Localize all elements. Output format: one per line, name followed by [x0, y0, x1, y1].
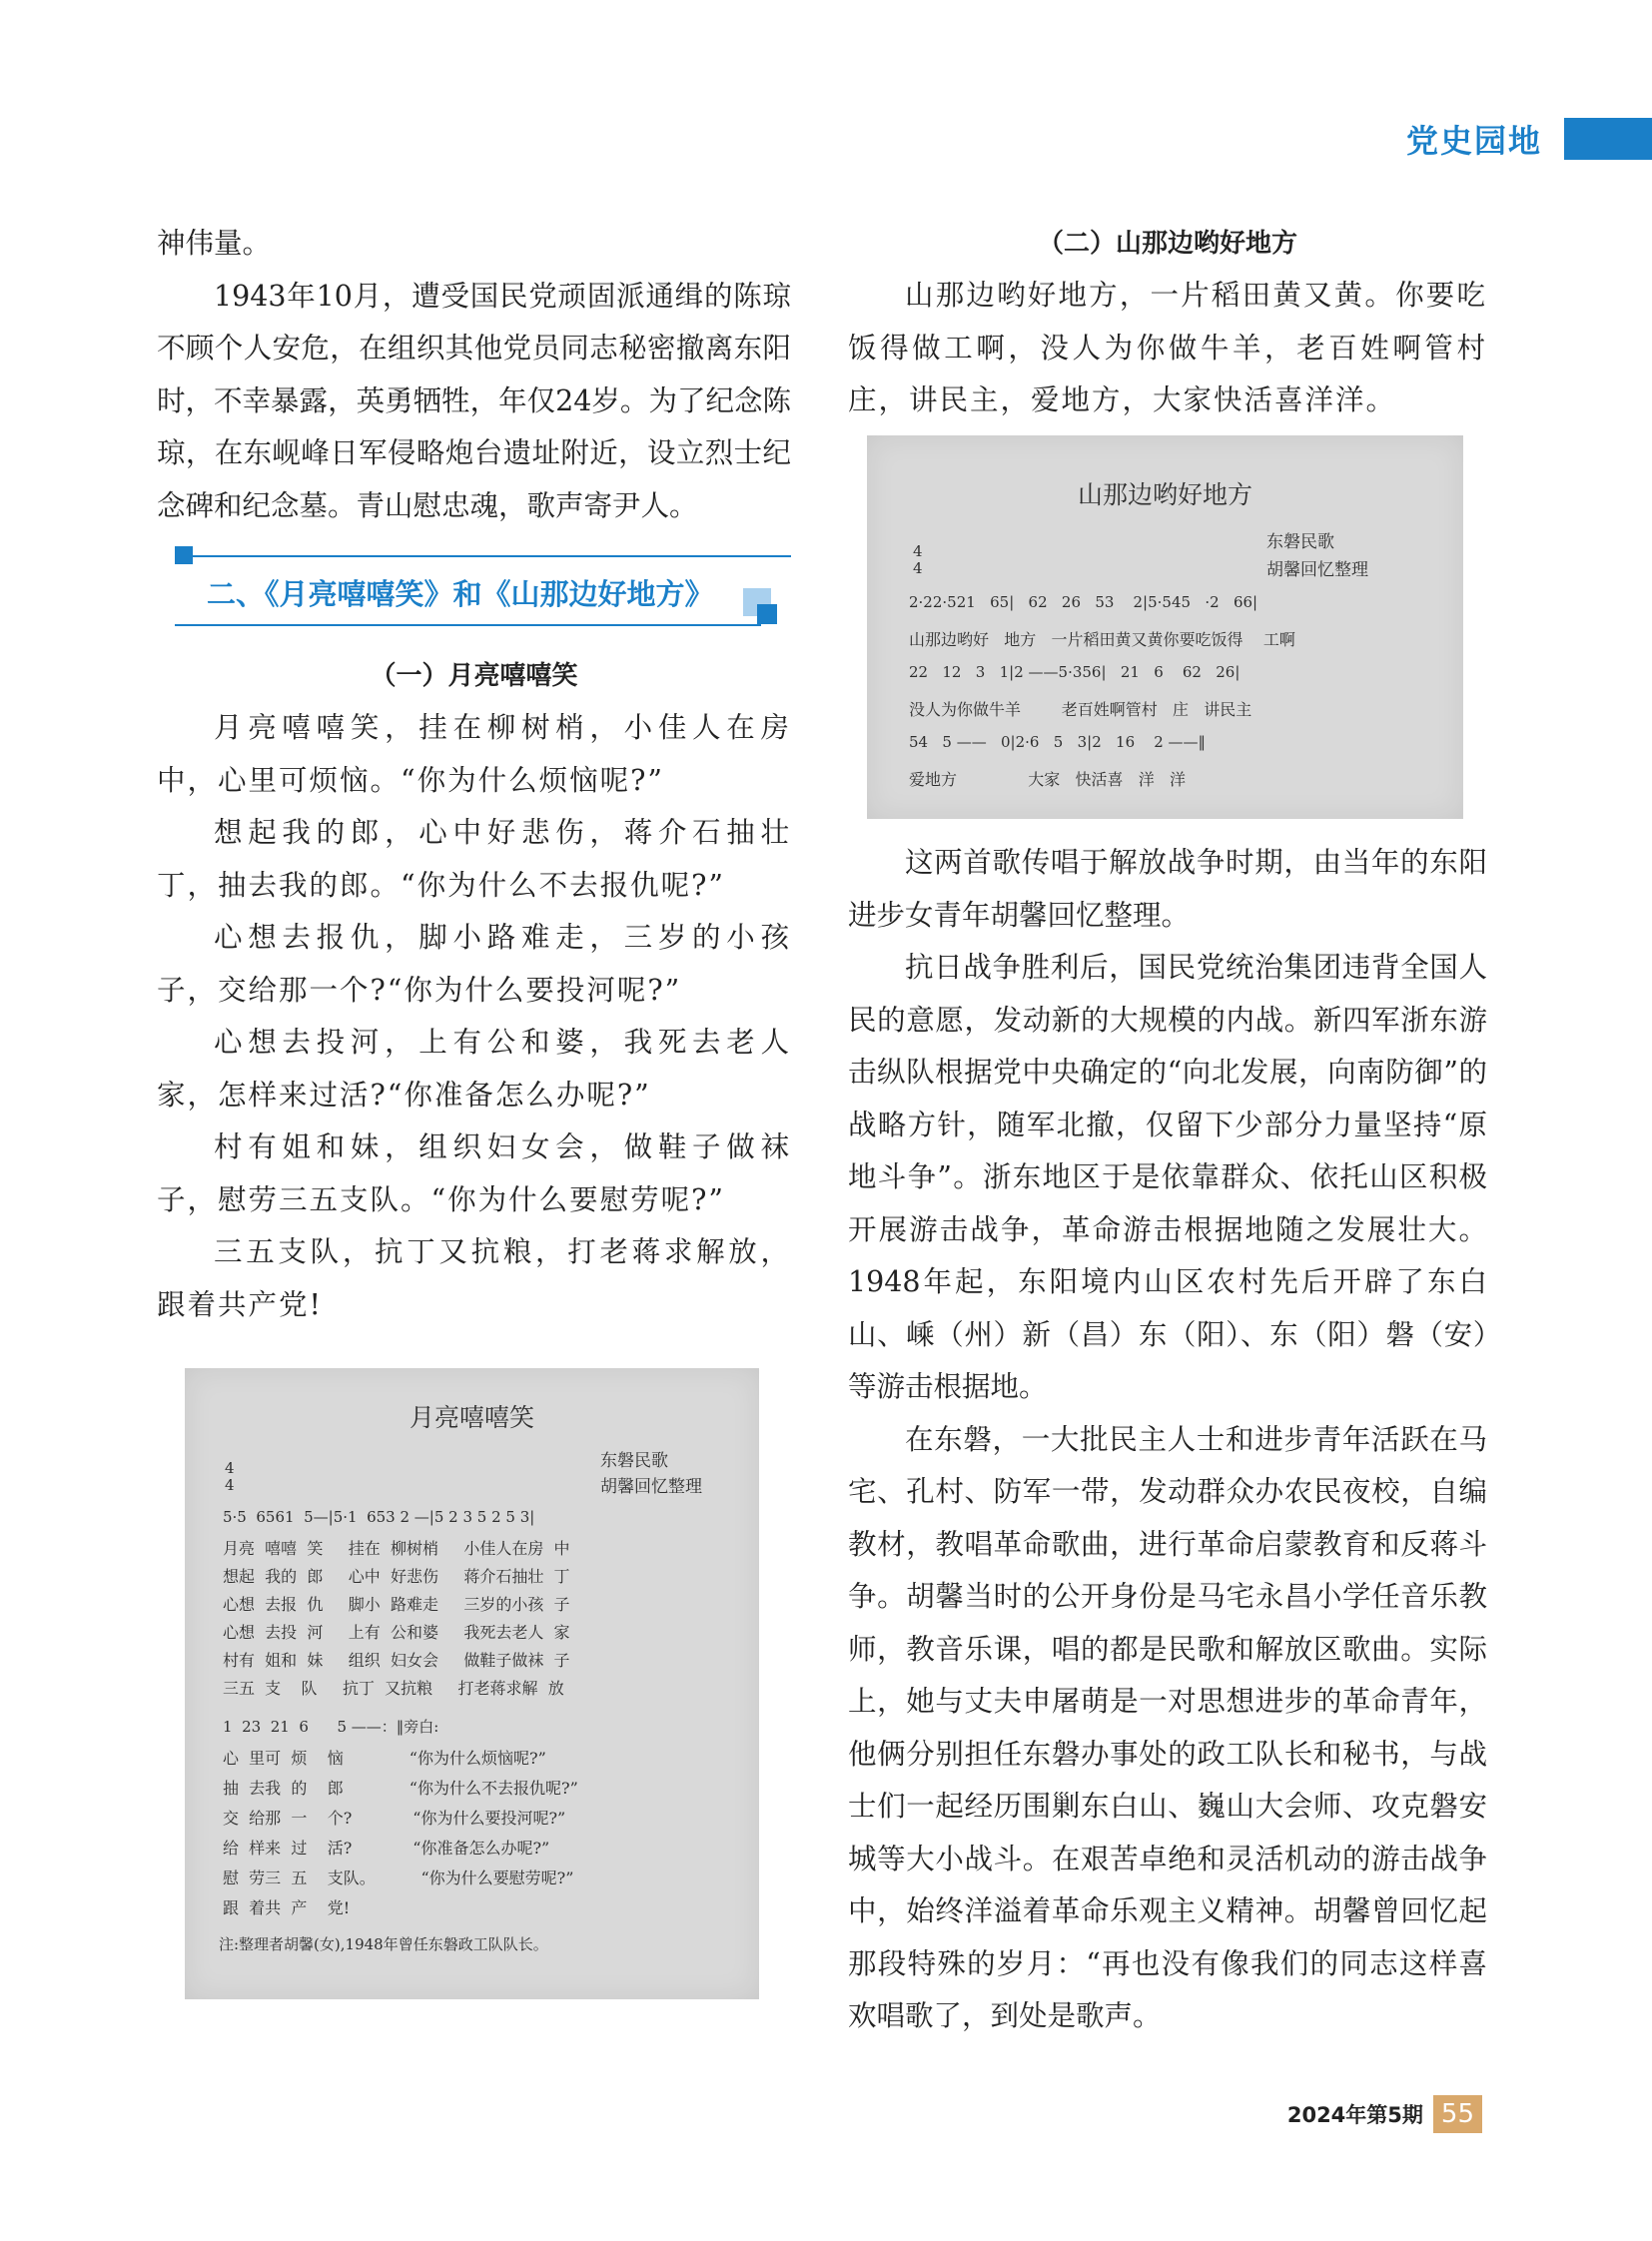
score1-meter-bottom: 4 — [225, 1476, 235, 1494]
song1-lyric-6: 三五支队，抗丁又抗粮，打老蒋求解放，跟着共产党! — [157, 1235, 791, 1321]
song2-subheading: （二）山那边哟好地方 — [1037, 229, 1297, 259]
score1-meter-top: 4 — [225, 1459, 235, 1477]
score2-meter-top: 4 — [913, 542, 923, 560]
score2-title: 山那边哟好地方 — [1077, 480, 1252, 509]
score2-notes-1: 2·22·521 65| 62 26 53 2|5·545 ·2 66| — [909, 593, 1258, 611]
section-tag-bar — [1564, 118, 1652, 160]
score1-verse2-2: 抽 去我 的 郎 “你为什么不去报仇呢?” — [223, 1779, 578, 1798]
song1-score-image — [185, 1368, 759, 1999]
right-column-body — [848, 837, 1487, 2043]
section-title: 二、《月亮嘻嘻笑》和《山那边好地方》 — [207, 577, 714, 611]
right-paragraph-2: 抗日战争胜利后，国民党统治集团违背全国人民的意愿，发动新的大规模的内战。新四军浙东游击纵队根据党中央确定的“向北发展，向南防御”的战略方针，随军北撤，仅留下少部分力量坚持“原地斗争”。浙东地区于是依靠群众、依托山区积极开展游击战争，革命游击根据地随之发展壮大。1948年起，东阳境内山区农村先后开辟了东白山、嵊（州）新（昌）东（阳）、东（阳）磐（安）等游击根据地。 — [848, 951, 1487, 1403]
song1-lyric-2: 想起我的郎，心中好悲伤，蒋介石抽壮丁，抽去我的郎。“你为什么不去报仇呢?” — [157, 816, 791, 902]
score1-title: 月亮嘻嘻笑 — [409, 1403, 534, 1432]
section-title-dark-square-icon — [757, 604, 777, 624]
score1-verse-4: 心想 去投 河 上有 公和婆 我死去老人 家 — [223, 1623, 570, 1642]
score1-verse2-3: 交 给那 一 个? “你为什么要投河呢?” — [223, 1809, 566, 1828]
song1-lyric-4: 心想去投河，上有公和婆，我死去老人家，怎样来过活?“你准备怎么办呢?” — [157, 1026, 791, 1112]
score2-credit-arranger: 胡馨回忆整理 — [1266, 560, 1368, 580]
score2-credit-origin: 东磐民歌 — [1266, 532, 1334, 552]
song1-lyric-3: 心想去报仇，脚小路难走，三岁的小孩子，交给那一个?“你为什么要投河呢?” — [157, 921, 791, 1007]
score2-meter — [913, 543, 923, 577]
score2-notes-3: 54 5 —— 0|2·6 5 3|2 16 2 ——‖ — [909, 733, 1207, 751]
section-header-tag — [1406, 118, 1652, 160]
score1-verse-1: 月亮 嘻嘻 笑 挂在 柳树梢 小佳人在房 中 — [223, 1539, 570, 1558]
score1-notes-line1: 5·5 6561 5—|5·1 653 2 —|5 2 3 5 2 5 3| — [223, 1508, 535, 1526]
score1-verse2-1: 心 里可 烦 恼 “你为什么烦恼呢?” — [223, 1749, 546, 1768]
score2-lyrics-3: 爱地方 大家 快活喜 洋 洋 — [909, 770, 1186, 789]
song1-lyric-5: 村有姐和妹，组织妇女会，做鞋子做袜子，慰劳三五支队。“你为什么要慰劳呢?” — [157, 1130, 791, 1216]
chen-qiong-paragraph: 1943年10月，遭受国民党顽固派通缉的陈琼不顾个人安危，在组织其他党员同志秘密撤离东阳时，不幸暴露，英勇牺牲，年仅24岁。为了纪念陈琼，在东岘峰日军侵略炮台遗址附近，设立烈士纪念碑和纪念墓。青山慰忠魂，歌声寄尹人。 — [157, 279, 791, 522]
left-column — [157, 218, 791, 1331]
section-tag-label: 党史园地 — [1405, 122, 1542, 160]
song1-subheading: （一）月亮嘻嘻笑 — [370, 661, 578, 691]
score1-verse-2: 想起 我的 郎 心中 好悲伤 蒋介石抽壮 丁 — [223, 1567, 570, 1586]
section-title-top-rule — [175, 555, 791, 557]
intro-tail-paragraph: 神伟量。 — [157, 227, 272, 260]
score1-credit-arranger: 胡馨回忆整理 — [600, 1477, 702, 1497]
page-footer — [1287, 2095, 1482, 2133]
issue-label: 2024年第5期 — [1286, 2103, 1423, 2127]
score2-lyrics-1: 山那边哟好 地方 一片稻田黄又黄你要吃饭得 工啊 — [909, 630, 1295, 649]
page-number: 55 — [1433, 2095, 1482, 2133]
score1-footnote: 注:整理者胡馨(女),1948年曾任东磐政工队队长。 — [219, 1935, 548, 1953]
song2-lyric: 山那边哟好地方，一片稻田黄又黄。你要吃饭得做工啊，没人为你做牛羊，老百姓啊管村庄，讲民主，爱地方，大家快活喜洋洋。 — [848, 279, 1487, 416]
score2-notes-2: 22 12 3 1|2 ——5·356| 21 6 62 26| — [909, 663, 1240, 681]
right-paragraph-3: 在东磐，一大批民主人士和进步青年活跃在马宅、孔村、防军一带，发动群众办农民夜校，自编教材，教唱革命歌曲，进行革命启蒙教育和反蒋斗争。胡馨当时的公开身份是马宅永昌小学任音乐教师，教音乐课，唱的都是民歌和解放区歌曲。实际上，她与丈夫申屠萌是一对思想进步的革命青年，他俩分别担任东磐办事处的政工队长和秘书，与战士们一起经历围剿东白山、巍山大会师、攻克磐安城等大小战斗。在艰苦卓绝和灵活机动的游击战争中，始终洋溢着革命乐观主义精神。胡馨曾回忆起那段特殊的岁月：“再也没有像我们的同志这样喜欢唱歌了，到处是歌声。 — [848, 1422, 1487, 2032]
score1-notes-line2: 1 23 21 6 5 ——：‖旁白: — [223, 1718, 439, 1736]
section-title-square-icon — [175, 546, 193, 564]
song2-score-image — [867, 435, 1463, 819]
score1-verse2-4: 给 样来 过 活? “你准备怎么办呢?” — [223, 1839, 550, 1858]
score2-lyrics-2: 没人为你做牛羊 老百姓啊管村 庄 讲民主 — [909, 700, 1252, 719]
score1-verse-5: 村有 姐和 妹 组织 妇女会 做鞋子做袜 子 — [223, 1651, 570, 1670]
score1-verse-6: 三五 支 队 抗丁 又抗粮 打老蒋求解 放 — [223, 1679, 564, 1698]
score2-meter-bottom: 4 — [913, 559, 923, 577]
section-title-block — [157, 532, 791, 650]
score1-meter — [225, 1460, 235, 1494]
score1-verse-3: 心想 去报 仇 脚小 路难走 三岁的小孩 子 — [223, 1595, 570, 1614]
section-title-bottom-rule — [175, 624, 761, 626]
song1-lyric-1: 月亮嘻嘻笑，挂在柳树梢，小佳人在房中，心里可烦恼。“你为什么烦恼呢?” — [157, 711, 791, 797]
score1-verse2-6: 跟 着共 产 党! — [223, 1898, 351, 1917]
score1-verse2-5: 慰 劳三 五 支队。 “你为什么要慰劳呢?” — [223, 1868, 574, 1887]
score1-credit-origin: 东磐民歌 — [600, 1451, 668, 1471]
right-paragraph-1: 这两首歌传唱于解放战争时期，由当年的东阳进步女青年胡馨回忆整理。 — [848, 846, 1487, 932]
right-column — [848, 218, 1487, 427]
